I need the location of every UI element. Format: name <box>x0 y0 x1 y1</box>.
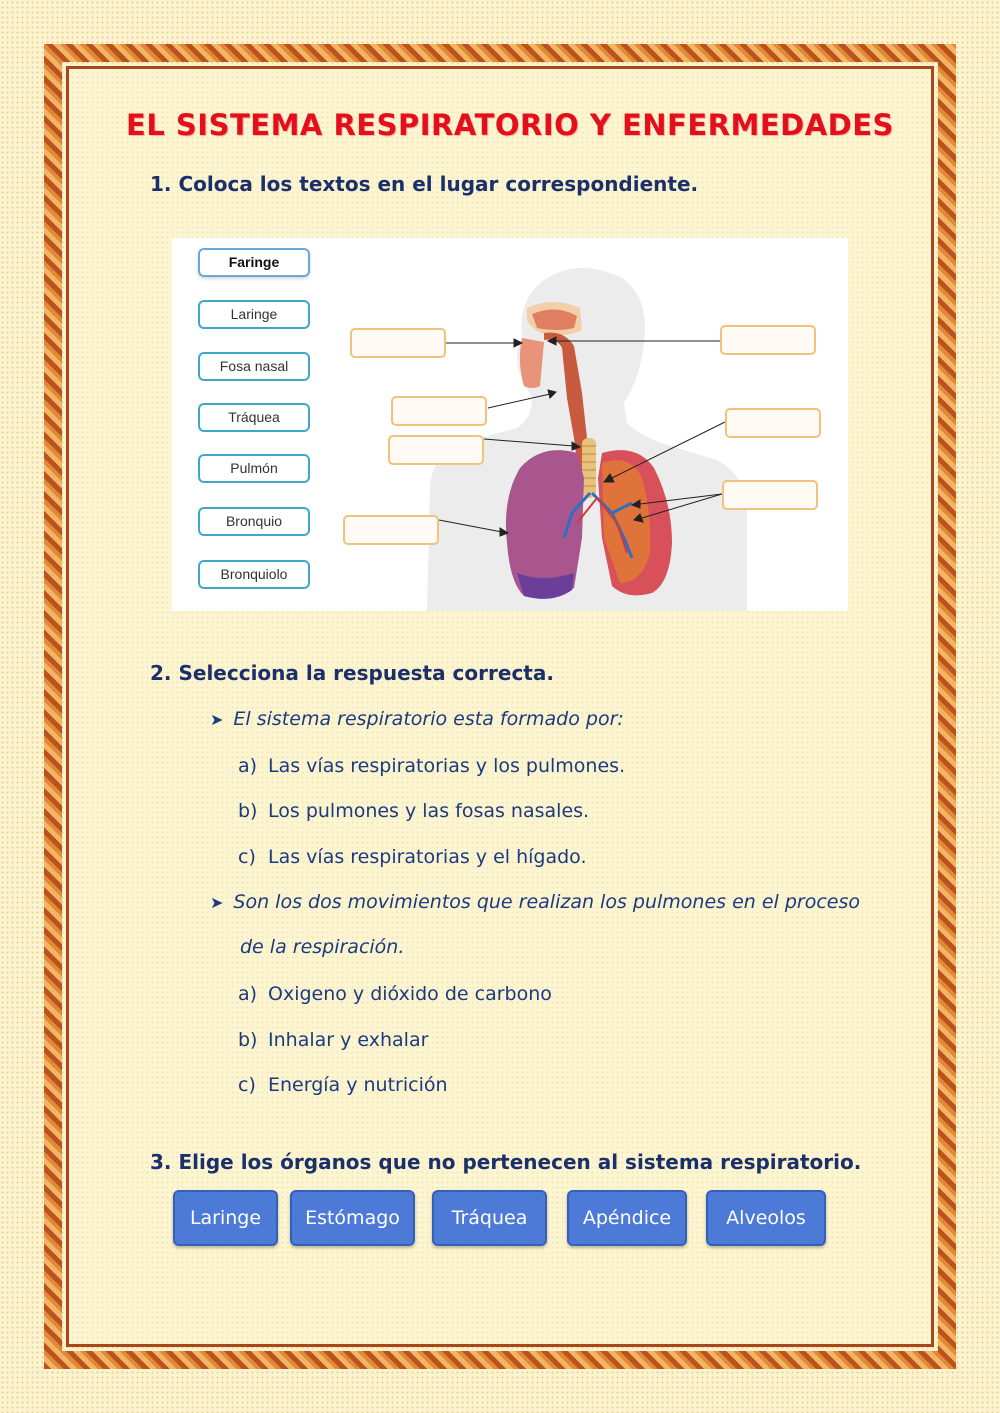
question-2-option-a[interactable]: a) Oxigeno y dióxido de carbono <box>238 983 552 1005</box>
section-1-heading: 1. Coloca los textos en el lugar correspondiente. <box>150 172 699 196</box>
word-card-faringe[interactable]: Faringe <box>198 248 310 277</box>
question-2-option-c[interactable]: c) Energía y nutrición <box>238 1074 448 1096</box>
respiratory-diagram <box>172 238 848 611</box>
drop-zone[interactable] <box>722 480 818 510</box>
organ-option-apendice[interactable]: Apéndice <box>567 1190 687 1246</box>
word-card-bronquio[interactable]: Bronquio <box>198 507 310 536</box>
organ-option-traquea[interactable]: Tráquea <box>432 1190 547 1246</box>
word-card-bronquiolo[interactable]: Bronquiolo <box>198 560 310 589</box>
drop-zone[interactable] <box>720 325 816 355</box>
drop-zone[interactable] <box>350 328 446 358</box>
question-1-option-b[interactable]: b) Los pulmones y las fosas nasales. <box>238 800 590 822</box>
organ-option-estomago[interactable]: Estómago <box>290 1190 415 1246</box>
section-2-heading: 2. Selecciona la respuesta correcta. <box>150 661 554 685</box>
word-card-laringe[interactable]: Laringe <box>198 300 310 329</box>
arrow-bullet-icon: ➤ <box>210 710 224 729</box>
question-1-prompt: ➤ El sistema respiratorio esta formado por: <box>210 708 624 730</box>
drop-zone[interactable] <box>725 408 821 438</box>
question-1-option-a[interactable]: a) Las vías respiratorias y los pulmones. <box>238 755 626 777</box>
arrow-bullet-icon: ➤ <box>210 893 224 912</box>
word-card-traquea[interactable]: Tráquea <box>198 403 310 432</box>
question-1-option-c[interactable]: c) Las vías respiratorias y el hígado. <box>238 846 587 868</box>
organ-option-laringe[interactable]: Laringe <box>173 1190 278 1246</box>
question-2-option-b[interactable]: b) Inhalar y exhalar <box>238 1029 429 1051</box>
question-2-prompt-continued: de la respiración. <box>240 936 405 958</box>
drop-zone[interactable] <box>391 396 487 426</box>
page-title: EL SISTEMA RESPIRATORIO Y ENFERMEDADES <box>126 108 894 142</box>
question-2-prompt: ➤ Son los dos movimientos que realizan los pulmones en el proceso <box>210 891 861 913</box>
drop-zone[interactable] <box>388 435 484 465</box>
drop-zone[interactable] <box>343 515 439 545</box>
section-3-heading: 3. Elige los órganos que no pertenecen al sistema respiratorio. <box>150 1150 862 1174</box>
word-card-pulmon[interactable]: Pulmón <box>198 454 310 483</box>
word-card-fosa-nasal[interactable]: Fosa nasal <box>198 352 310 381</box>
organ-option-alveolos[interactable]: Alveolos <box>706 1190 826 1246</box>
